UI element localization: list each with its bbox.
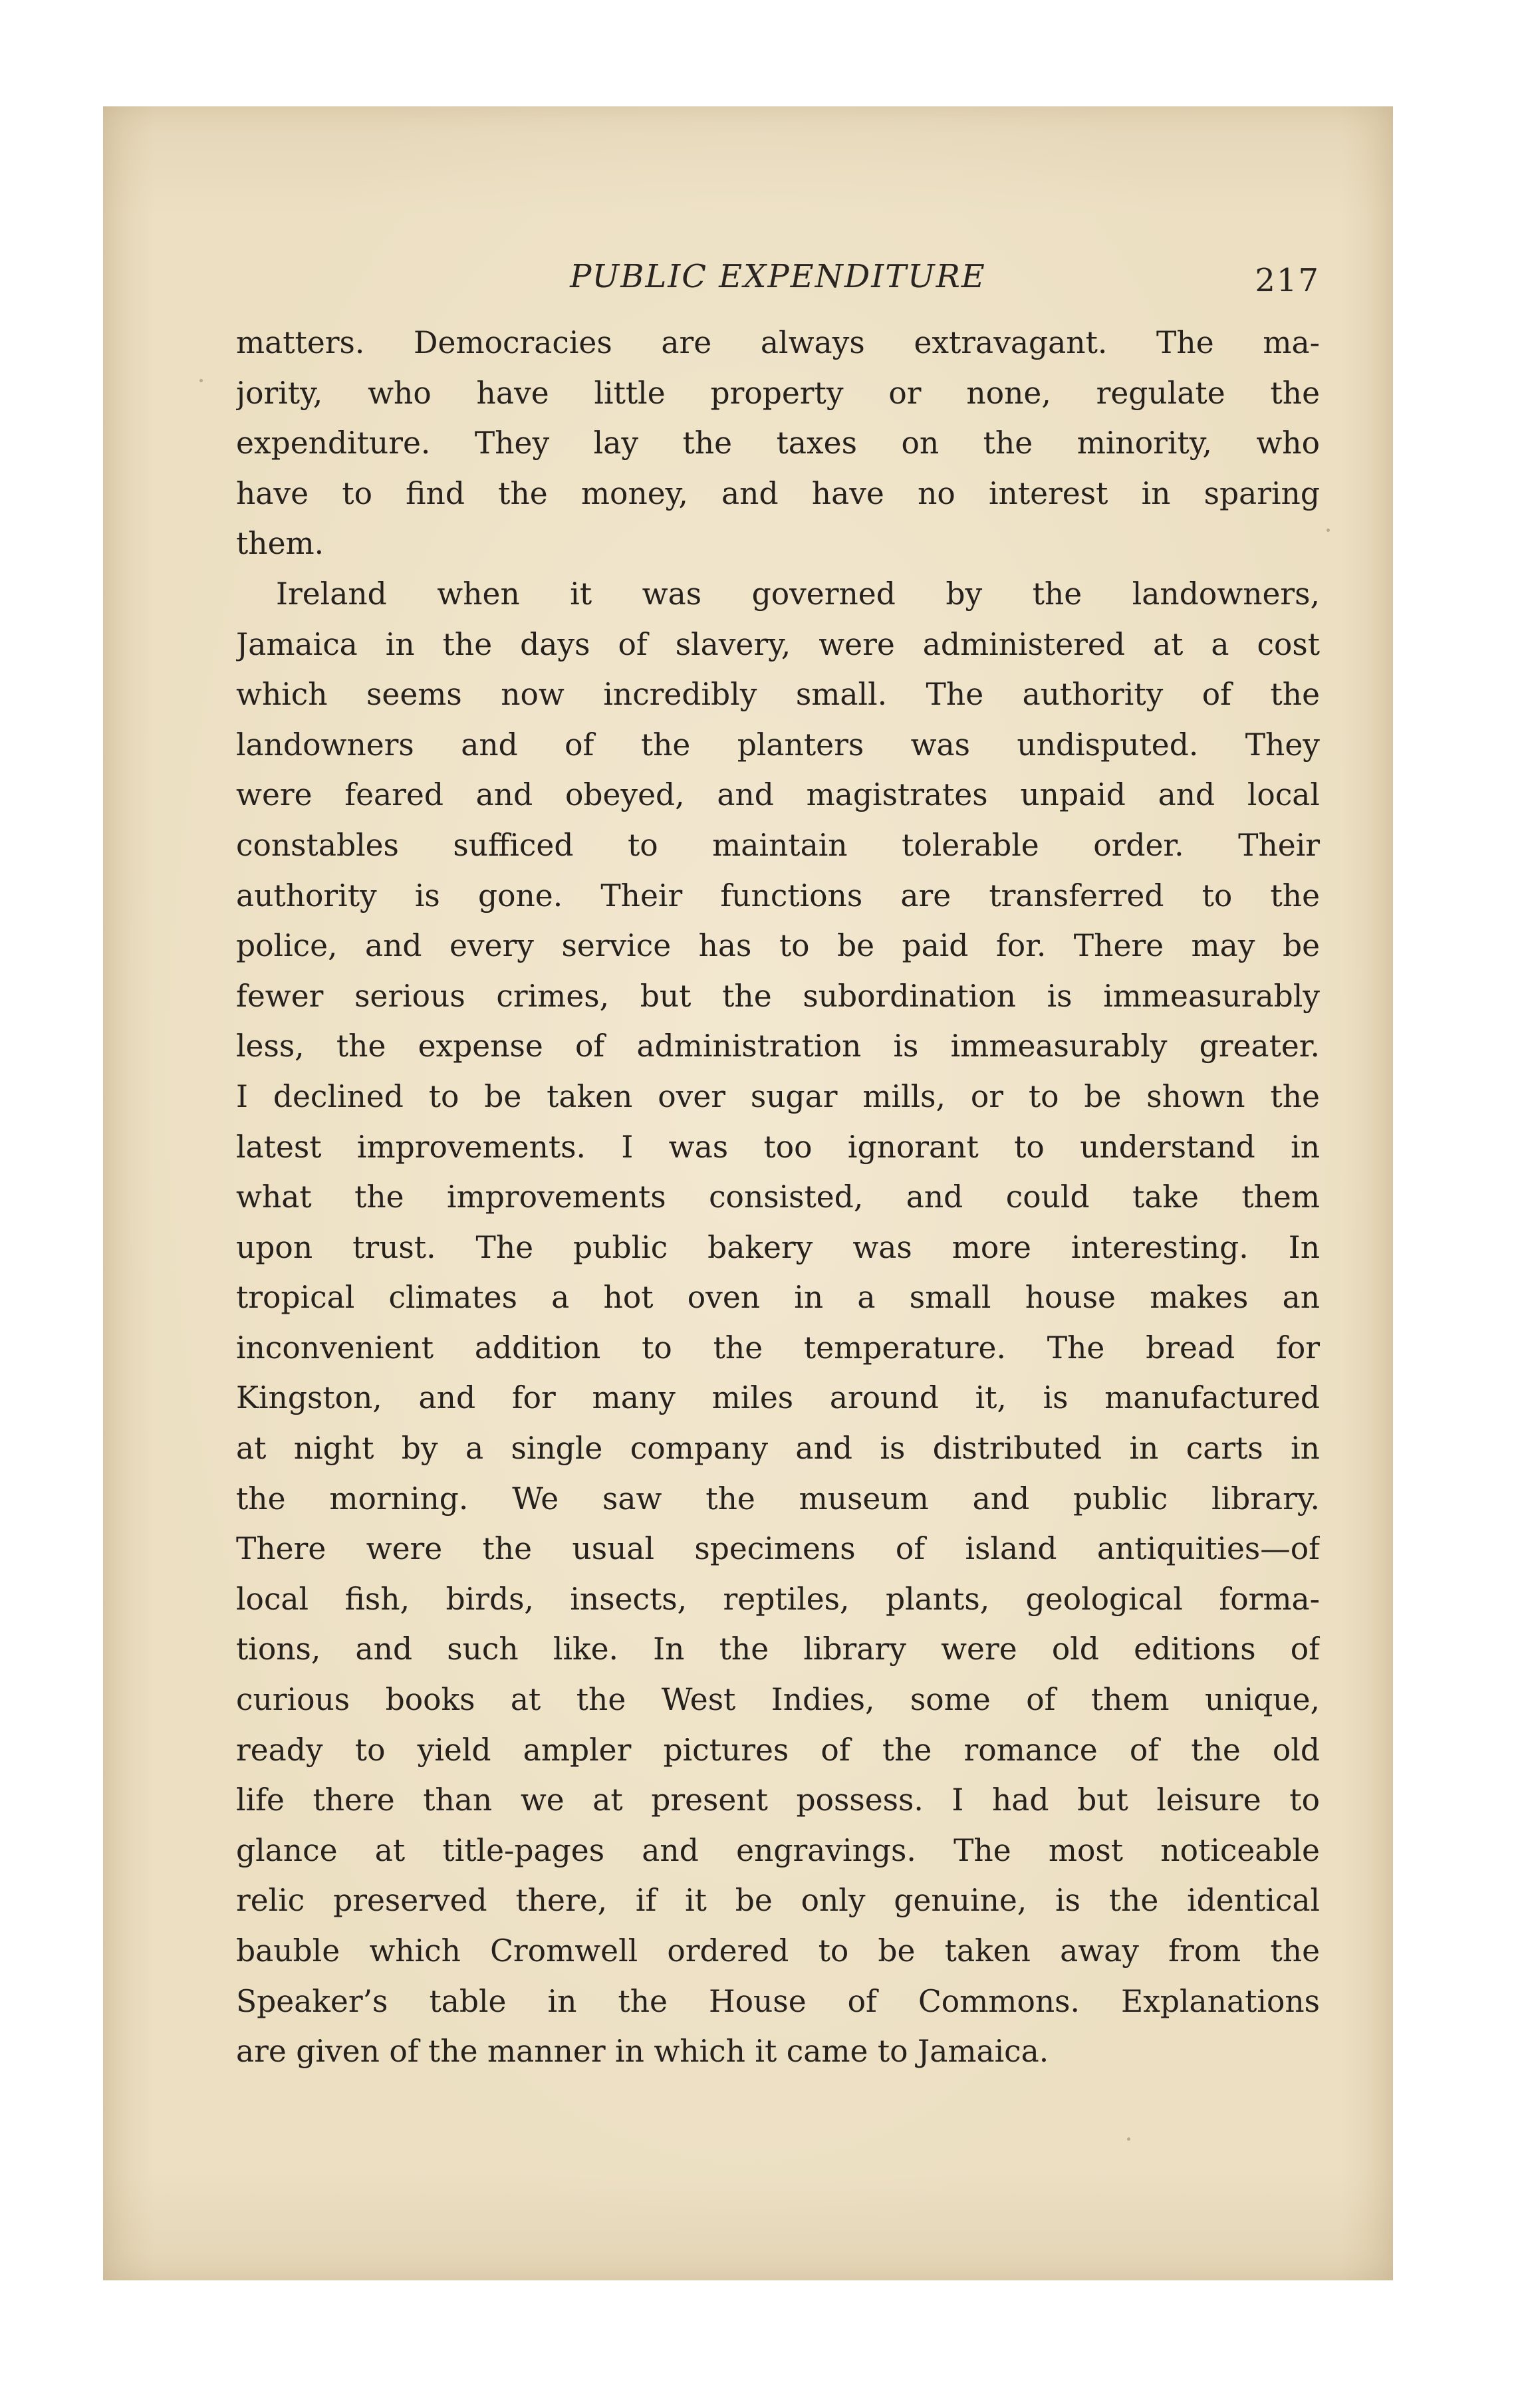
text-line: which seems now incredibly small. The authority of the: [236, 677, 1320, 713]
paper-speck: [199, 379, 203, 382]
body-text: [236, 318, 1320, 2077]
book-page: [103, 106, 1393, 2280]
paper-speck: [1127, 2137, 1130, 2141]
text-line: Jamaica in the days of slavery, were administered at a cost: [236, 626, 1320, 662]
text-line: constables sufficed to maintain tolerable order. Their: [236, 827, 1320, 863]
text-line: life there than we at present possess. I had but leisure to: [236, 1782, 1320, 1818]
page-header: [236, 258, 1320, 298]
text-line: glance at title-pages and engravings. The most noticeable: [236, 1832, 1320, 1868]
text-line: Kingston, and for many miles around it, is manufactured: [236, 1380, 1320, 1416]
text-line: local fish, birds, insects, reptiles, plants, geological forma-: [236, 1581, 1320, 1617]
text-line: Ireland when it was governed by the landowners,: [276, 576, 1320, 612]
text-line: ready to yield ampler pictures of the romance of the old: [236, 1732, 1320, 1768]
text-line: inconvenient addition to the temperature. The bread for: [236, 1330, 1320, 1366]
text-line: Speaker’s table in the House of Commons. Explanations: [236, 1983, 1320, 2019]
paragraph: [236, 569, 1320, 2077]
text-line: less, the expense of administration is immeasurably greater.: [236, 1028, 1320, 1064]
text-line: at night by a single company and is distributed in carts in: [236, 1431, 1320, 1467]
text-line: There were the usual specimens of island antiquities—of: [236, 1531, 1320, 1567]
text-line: expenditure. They lay the taxes on the minority, who: [236, 425, 1320, 461]
text-line: police, and every service has to be paid for. There may be: [236, 928, 1320, 964]
text-line: have to find the money, and have no interest in sparing: [236, 475, 1320, 511]
text-line: I declined to be taken over sugar mills, or to be shown the: [236, 1078, 1320, 1114]
text-line: what the improvements consisted, and could take them: [236, 1179, 1320, 1215]
text-line: bauble which Cromwell ordered to be taken away from the: [236, 1933, 1320, 1969]
text-line: were feared and obeyed, and magistrates unpaid and local: [236, 777, 1320, 813]
text-line: authority is gone. Their functions are transferred to the: [236, 878, 1320, 913]
running-title: PUBLIC EXPENDITURE: [570, 258, 986, 295]
text-line: fewer serious crimes, but the subordination is immeasurably: [236, 978, 1320, 1014]
text-line: tropical climates a hot oven in a small house makes an: [236, 1280, 1320, 1316]
text-line: them.: [236, 526, 324, 562]
text-line: upon trust. The public bakery was more interesting. In: [236, 1229, 1320, 1265]
text-line: curious books at the West Indies, some of them unique,: [236, 1682, 1320, 1718]
text-line: jority, who have little property or none, regulate the: [236, 375, 1320, 411]
text-line: relic preserved there, if it be only genuine, is the identical: [236, 1883, 1320, 1919]
text-line: tions, and such like. In the library were old editions of: [236, 1631, 1320, 1667]
text-line: are given of the manner in which it came to Jamaica.: [236, 2034, 1049, 2070]
text-line: matters. Democracies are always extravagant. The ma-: [236, 325, 1320, 360]
text-line: latest improvements. I was too ignorant to understand in: [236, 1129, 1320, 1165]
paper-speck: [465, 595, 469, 598]
page-number: 217: [1255, 262, 1320, 299]
text-line: landowners and of the planters was undisputed. They: [236, 727, 1320, 763]
paragraph: [236, 318, 1320, 569]
text-line: the morning. We saw the museum and public library.: [236, 1481, 1320, 1516]
paper-speck: [1327, 529, 1330, 532]
